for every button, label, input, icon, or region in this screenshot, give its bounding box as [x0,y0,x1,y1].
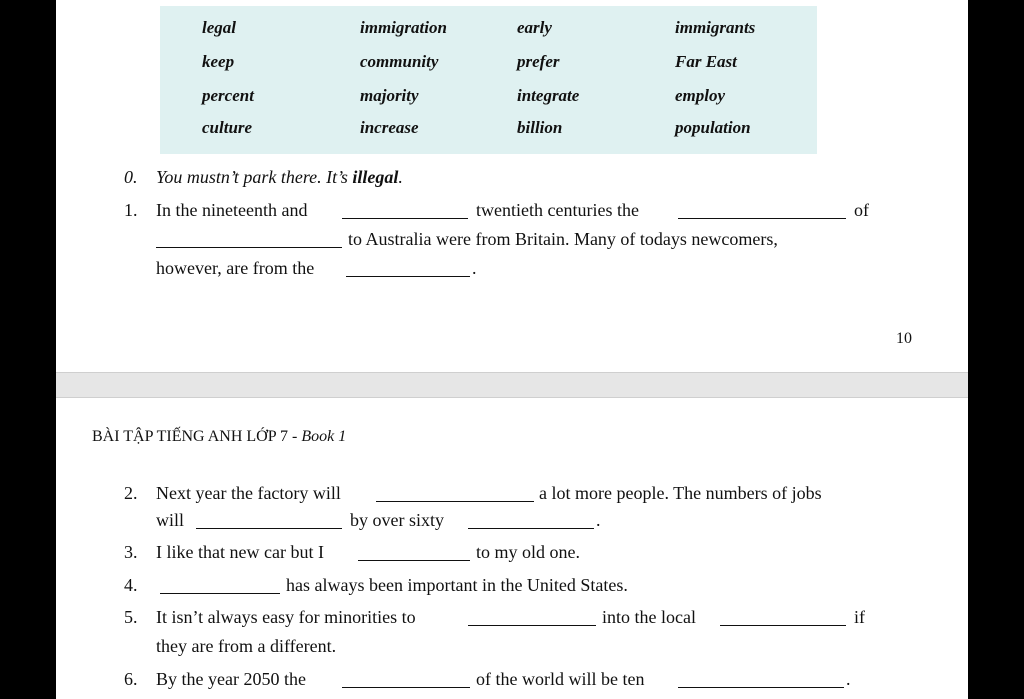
item5-a: It isn’t always easy for minorities to [156,607,416,627]
answer-blank[interactable] [196,513,342,529]
item1-line2: to Australia were from Britain. Many of todays newcomers, [348,229,778,249]
item6-end: . [846,669,851,689]
item2-line2a: will [156,510,185,530]
answer-blank[interactable] [720,610,846,626]
item-number: 6. [124,669,138,689]
word: integrate [517,86,580,105]
item1-line3: however, are from the [156,258,315,278]
example-sentence [156,166,403,188]
item-number: 3. [124,542,138,562]
word: legal [202,18,236,37]
example-text: You mustn’t park there. It’s [156,167,353,187]
page-gap [56,372,968,398]
item6-b: of the world will be ten [476,669,645,689]
word: early [517,18,552,37]
answer-blank[interactable] [160,578,280,594]
item2-line1a: Next year the factory will [156,483,341,503]
word: population [675,118,751,137]
answer-blank[interactable] [358,545,470,561]
answer-blank[interactable] [342,203,468,219]
item-number: 4. [124,575,138,595]
word: community [360,52,439,71]
item1-line1b: twentieth centuries the [476,200,639,220]
word: Far East [675,52,737,71]
answer-blank[interactable] [342,672,470,688]
page-top [56,0,968,372]
example-end: . [398,167,403,187]
word: immigration [360,18,447,37]
answer-blank[interactable] [376,486,534,502]
answer-blank[interactable] [468,610,596,626]
item2-line2b: by over sixty [350,510,444,530]
item4-a: has always been important in the United States. [286,575,628,595]
item6-a: By the year 2050 the [156,669,306,689]
item1-line1c: of [854,200,869,220]
item-number: 0. [124,167,138,187]
item-number: 1. [124,200,138,220]
item5-b: into the local [602,607,696,627]
item1-line1a: In the nineteenth and [156,200,308,220]
word: majority [360,86,419,105]
page-bottom [56,398,968,699]
word: increase [360,118,419,137]
item3-b: to my old one. [476,542,580,562]
item2-line2-end: . [596,510,601,530]
header-title: BÀI TẬP TIẾNG ANH LỚP 7 - [92,428,302,445]
word: prefer [517,52,560,71]
answer-blank[interactable] [468,513,594,529]
word: percent [202,86,254,105]
running-header [92,428,346,446]
answer-blank[interactable] [678,672,844,688]
item5-line2: they are from a different. [156,636,337,656]
item5-c: if [854,607,865,627]
item3-a: I like that new car but I [156,542,324,562]
item2-line1b: a lot more people. The numbers of jobs [539,483,822,503]
header-book: Book 1 [301,428,347,445]
word: keep [202,52,235,71]
item-number: 2. [124,483,138,503]
word: culture [202,118,253,137]
page-number: 10 [896,330,912,347]
word: employ [675,86,726,105]
word: immigrants [675,18,756,37]
answer-blank[interactable] [678,203,846,219]
example-answer: illegal [352,167,399,187]
item1-line3-end: . [472,258,477,278]
item-number: 5. [124,607,138,627]
word-box [160,6,817,154]
word: billion [517,118,563,137]
answer-blank[interactable] [346,261,470,277]
answer-blank[interactable] [156,232,342,248]
